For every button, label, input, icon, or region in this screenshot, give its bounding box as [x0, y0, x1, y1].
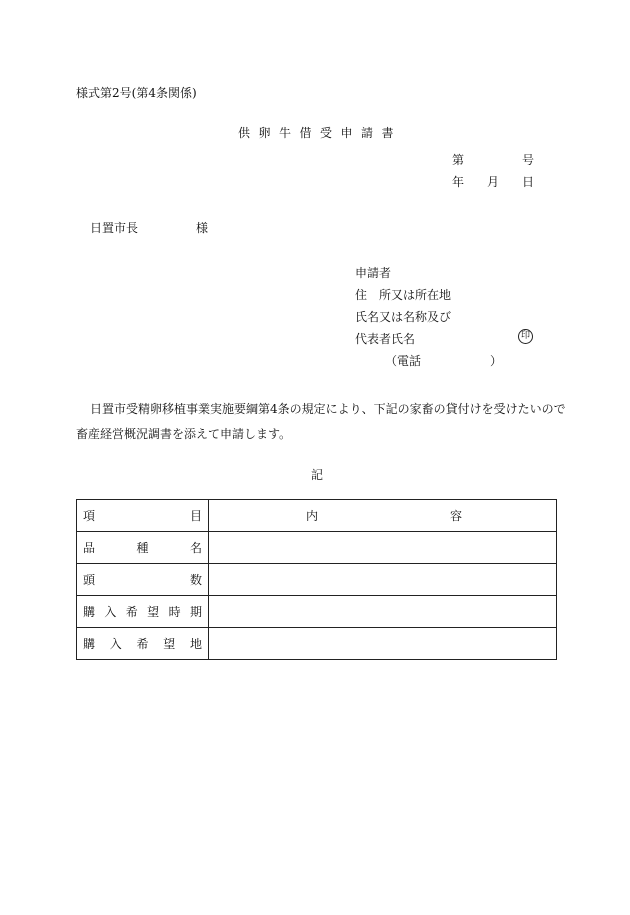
applicant-phone	[385, 352, 503, 369]
label-char: 品	[83, 541, 96, 555]
date-day: 日	[522, 175, 535, 189]
label-char: 名	[189, 541, 202, 555]
applicant-representative-label: 代表者氏名	[355, 332, 416, 346]
label-char: 希	[125, 605, 138, 619]
label-char: 入	[109, 637, 122, 651]
body-text-line-2: 畜産経営概況調書を添えて申請します。	[76, 427, 292, 441]
addressee-name: 日置市長	[90, 221, 139, 235]
header-content-char: 容	[449, 509, 462, 523]
phone-label: （電話	[385, 354, 422, 368]
phone-close-paren: ）	[490, 354, 503, 368]
date-year: 年	[452, 175, 465, 189]
document-title: 供卵牛借受申請書	[238, 126, 403, 140]
row-value-breed[interactable]	[209, 532, 557, 564]
header-item-char: 項	[83, 509, 96, 523]
row-label-desired-period	[77, 596, 209, 628]
label-char: 希	[136, 637, 149, 651]
doc-number-prefix: 第	[452, 153, 465, 167]
seal-mark: 印	[518, 329, 533, 344]
table-row	[77, 628, 557, 660]
addressee-honorific: 様	[196, 221, 209, 235]
ki-heading: 記	[311, 468, 324, 482]
label-char: 入	[104, 605, 117, 619]
row-value-head-count[interactable]	[209, 564, 557, 596]
table-row	[77, 564, 557, 596]
label-char: 数	[189, 573, 202, 587]
doc-number-suffix: 号	[522, 153, 535, 167]
label-char: 地	[189, 637, 202, 651]
label-char: 期	[189, 605, 202, 619]
label-char: 購	[83, 637, 96, 651]
label-char: 購	[83, 605, 96, 619]
table-row	[77, 532, 557, 564]
row-label-desired-place	[77, 628, 209, 660]
table-row	[77, 596, 557, 628]
header-item-char: 目	[189, 509, 202, 523]
row-value-desired-period[interactable]	[209, 596, 557, 628]
label-char: 種	[136, 541, 149, 555]
header-item-cell	[77, 500, 209, 532]
addressee	[90, 219, 209, 236]
header-content-char: 内	[306, 509, 319, 523]
row-label-head-count	[77, 564, 209, 596]
table-header-row	[77, 500, 557, 532]
form-number: 様式第2号(第4条関係)	[76, 86, 197, 100]
applicant-title: 申請者	[355, 266, 392, 280]
row-label-breed	[77, 532, 209, 564]
header-content-cell	[209, 500, 557, 532]
applicant-name-label: 氏名又は名称及び	[355, 310, 452, 324]
item-table	[76, 499, 557, 660]
label-char: 望	[147, 605, 160, 619]
applicant-address-label: 住 所又は所在地	[355, 288, 452, 302]
date-month: 月	[487, 175, 500, 189]
row-value-desired-place[interactable]	[209, 628, 557, 660]
label-char: 望	[163, 637, 176, 651]
body-text-line-1: 日置市受精卵移植事業実施要綱第4条の規定により、下記の家畜の貸付けを受けたいので	[90, 402, 566, 416]
label-char: 頭	[83, 573, 96, 587]
label-char: 時	[168, 605, 181, 619]
